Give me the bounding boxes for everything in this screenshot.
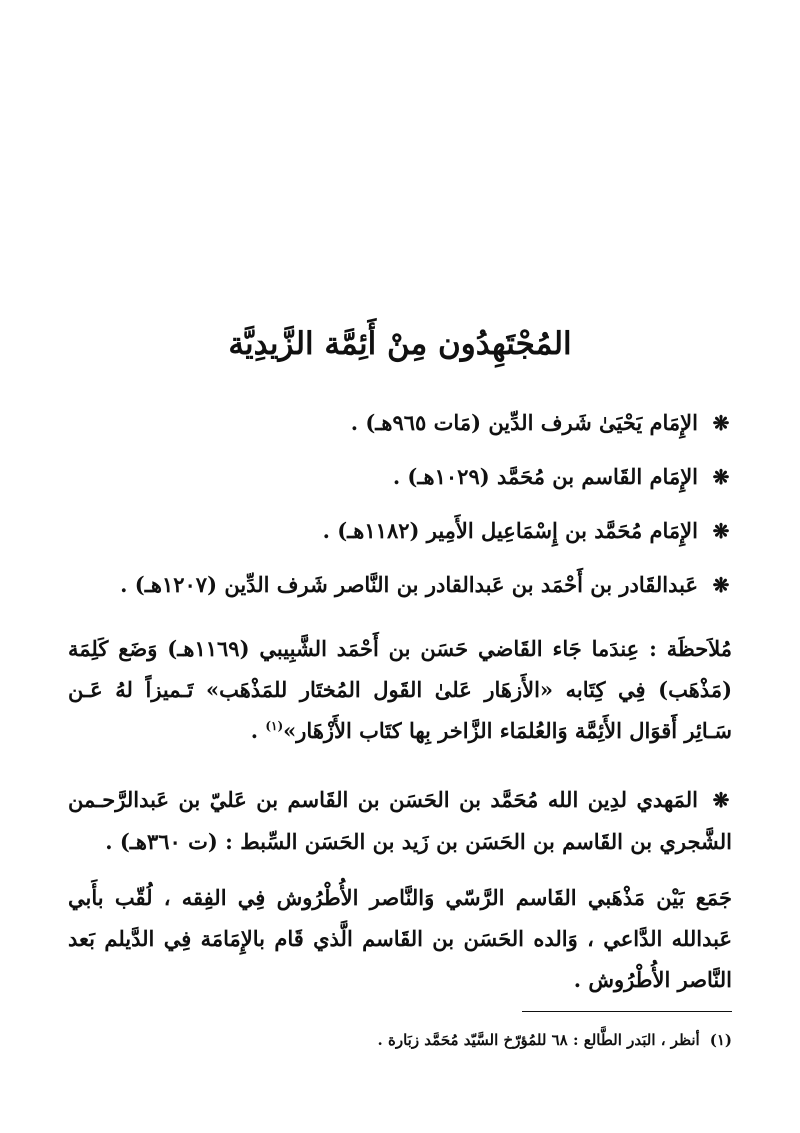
list-item-text: الإِمَام مُحَمَّد بن إِسْمَاعِيل الأَمِير (١١٨٢هـ) . xyxy=(322,518,698,543)
entry-text: المَهدي لدِين الله مُحَمَّد بن الحَسَن بن القَاسم بن عَليّ بن عَبدالرَّحـمن الشَّجري بن القَاسم بن الحَسَن بن زَيد بن الحَسَن السِّبط : (ت ٣٦٠هـ) . xyxy=(68,787,732,854)
bullet-star-icon: ❋ xyxy=(712,519,730,543)
imams-list xyxy=(67,408,732,624)
bullet-star-icon: ❋ xyxy=(712,788,730,812)
body-paragraph: جَمَع بَيْن مَذْهَبي القَاسم الرَّسّي وَالنَّاصر الأُطْرُوش فِي الفِقه ، لُقّب بأَبي عَبدالله الدَّاعي ، وَالده الحَسَن بن القَاسم الَّذي قَام بالإِمَامَة فِي الدَّيلم بَعد النَّاصر الأُطْرُوش . xyxy=(68,885,732,992)
bullet-star-icon: ❋ xyxy=(712,573,730,597)
page-title: المُجْتَهِدُون مِنْ أَئِمَّة الزَّيدِيَّة xyxy=(228,326,572,362)
note-paragraph xyxy=(68,628,732,751)
note-end: . xyxy=(250,718,259,743)
list-item xyxy=(67,462,732,492)
bullet-star-icon: ❋ xyxy=(712,411,730,435)
footnote-text: أنظر ، البَدر الطَّالع : ٦٨ للمُؤرّخ السَّيّد مُحَمَّد زبَارة . xyxy=(377,1031,700,1049)
bullet-star-icon: ❋ xyxy=(712,465,730,489)
footnote-number: (١) xyxy=(709,1031,732,1049)
list-item xyxy=(67,408,732,438)
footnote xyxy=(68,1028,732,1052)
mahdi-entry xyxy=(68,779,732,862)
list-item-text: الإِمَام يَحْيَىٰ شَرف الدِّين (مَات ٩٦٥هـ) . xyxy=(350,410,698,435)
list-item xyxy=(67,516,732,546)
note-label: مُلاَحظَة : xyxy=(649,636,732,661)
note-text: عِندَما جَاء القَاضي حَسَن بن أَحْمَد الشَّبِيبي (١١٦٩هـ) وَضَع كَلِمَة (مَذْهَب) فِي كِتَابه «الأَزهَار عَلىٰ القَول المُختَار للمَذْهَب» تَـميزاً لهُ عَـن سَـائِر أَقوَال الأَئِمَّة وَالعُلمَاء الزَّاخر بِها كتَاب الأَزْهَار» xyxy=(68,636,732,743)
footnote-divider xyxy=(522,1011,732,1012)
list-item-text: الإِمَام القَاسم بن مُحَمَّد (١٠٢٩هـ) . xyxy=(392,464,698,489)
list-item-text: عَبدالقَادر بن أَحْمَد بن عَبدالقادر بن النَّاصر شَرف الدِّين (١٢٠٧هـ) . xyxy=(120,572,698,597)
list-item xyxy=(67,570,732,600)
footnote-reference[interactable]: (١) xyxy=(265,719,284,733)
